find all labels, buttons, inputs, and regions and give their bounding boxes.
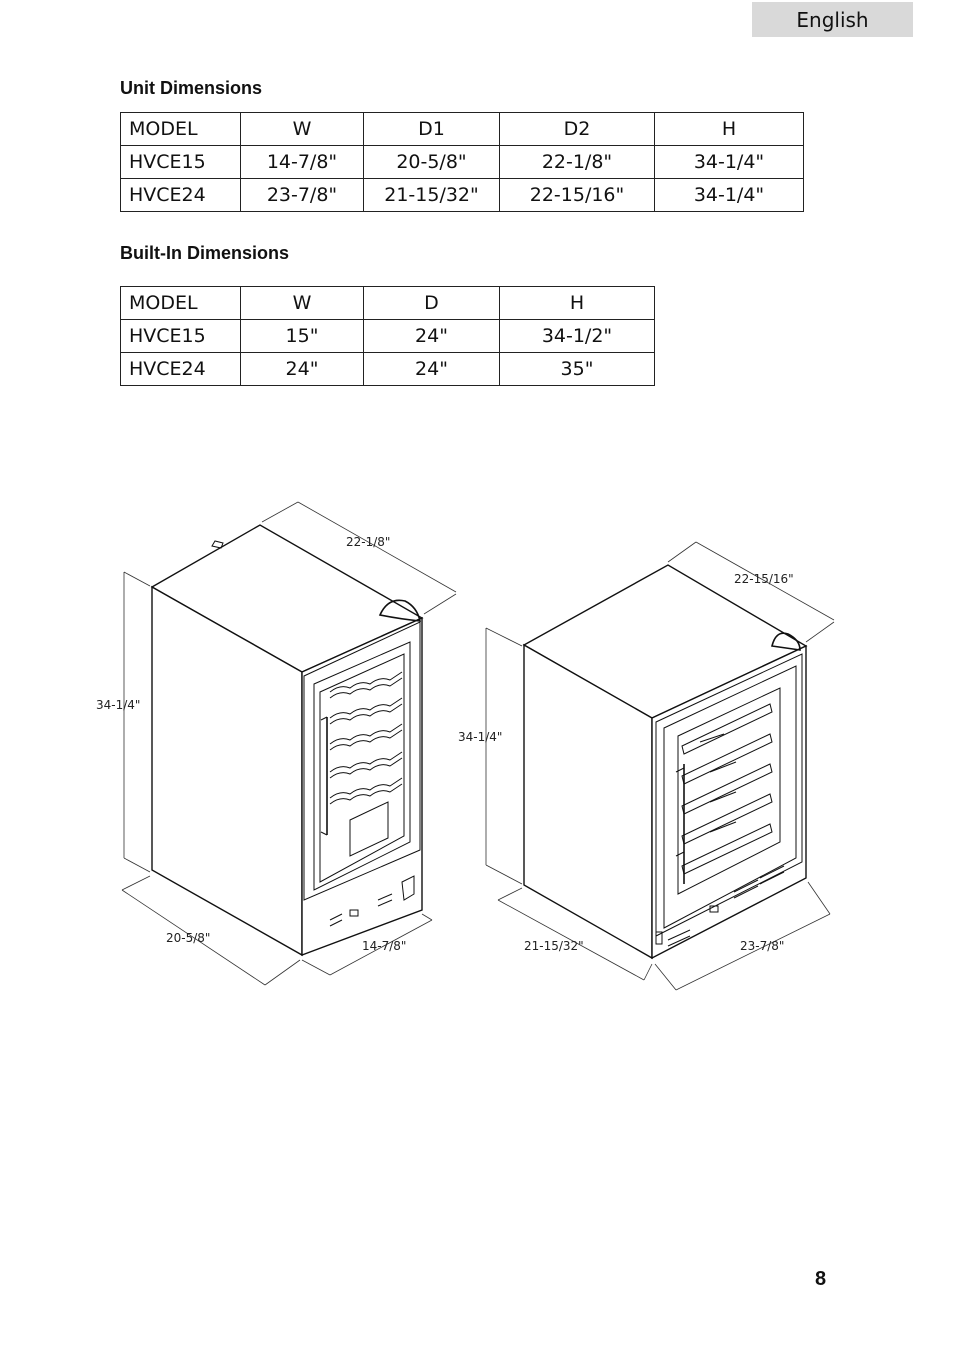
header-cell: D1 (364, 113, 500, 146)
table-cell: 23-7/8" (241, 179, 364, 212)
table-cell: 20-5/8" (364, 146, 500, 179)
table-cell: 14-7/8" (241, 146, 364, 179)
table-cell: HVCE15 (121, 146, 241, 179)
built-in-dimensions-title: Built-In Dimensions (120, 243, 290, 263)
header-cell: H (655, 113, 804, 146)
small-unit-drawing (152, 525, 422, 955)
header-cell: D (364, 287, 500, 320)
unit-dimensions-table (120, 112, 804, 212)
language-label: English (796, 7, 869, 32)
table-cell: HVCE24 (121, 353, 241, 386)
large-unit-depth2-label: 22-15/16" (734, 572, 794, 586)
table-row (121, 353, 655, 386)
table-cell: 34-1/4" (655, 179, 804, 212)
table-row (121, 320, 655, 353)
table-cell: 15" (241, 320, 364, 353)
dimension-diagram (0, 480, 954, 1010)
table-cell: 34-1/2" (500, 320, 655, 353)
page-number: 8 (815, 1268, 827, 1290)
header-cell: D2 (500, 113, 655, 146)
built-in-dimensions-table (120, 286, 655, 386)
table-cell: 24" (364, 353, 500, 386)
header-cell: H (500, 287, 655, 320)
language-tab (752, 2, 913, 37)
table-cell: 24" (364, 320, 500, 353)
small-unit-width-label: 14-7/8" (362, 939, 407, 953)
large-unit-drawing (524, 565, 806, 958)
small-unit-depth2-label: 22-1/8" (346, 535, 391, 549)
table-row (121, 146, 804, 179)
small-unit-height-label: 34-1/4" (96, 698, 141, 712)
table-cell: 34-1/4" (655, 146, 804, 179)
header-cell: MODEL (121, 113, 241, 146)
table-cell: HVCE15 (121, 320, 241, 353)
table-cell: HVCE24 (121, 179, 241, 212)
table-cell: 22-15/16" (500, 179, 655, 212)
table-cell: 21-15/32" (364, 179, 500, 212)
table-header-row (121, 287, 655, 320)
table-cell: 22-1/8" (500, 146, 655, 179)
header-cell: W (241, 113, 364, 146)
unit-dimensions-title: Unit Dimensions (120, 78, 263, 98)
small-unit-depth1-label: 20-5/8" (166, 931, 211, 945)
table-row (121, 179, 804, 212)
large-unit-width-label: 23-7/8" (740, 939, 785, 953)
large-unit-depth1-label: 21-15/32" (524, 939, 584, 953)
table-cell: 24" (241, 353, 364, 386)
header-cell: MODEL (121, 287, 241, 320)
header-cell: W (241, 287, 364, 320)
large-unit-height-label: 34-1/4" (458, 730, 503, 744)
table-header-row (121, 113, 804, 146)
table-cell: 35" (500, 353, 655, 386)
